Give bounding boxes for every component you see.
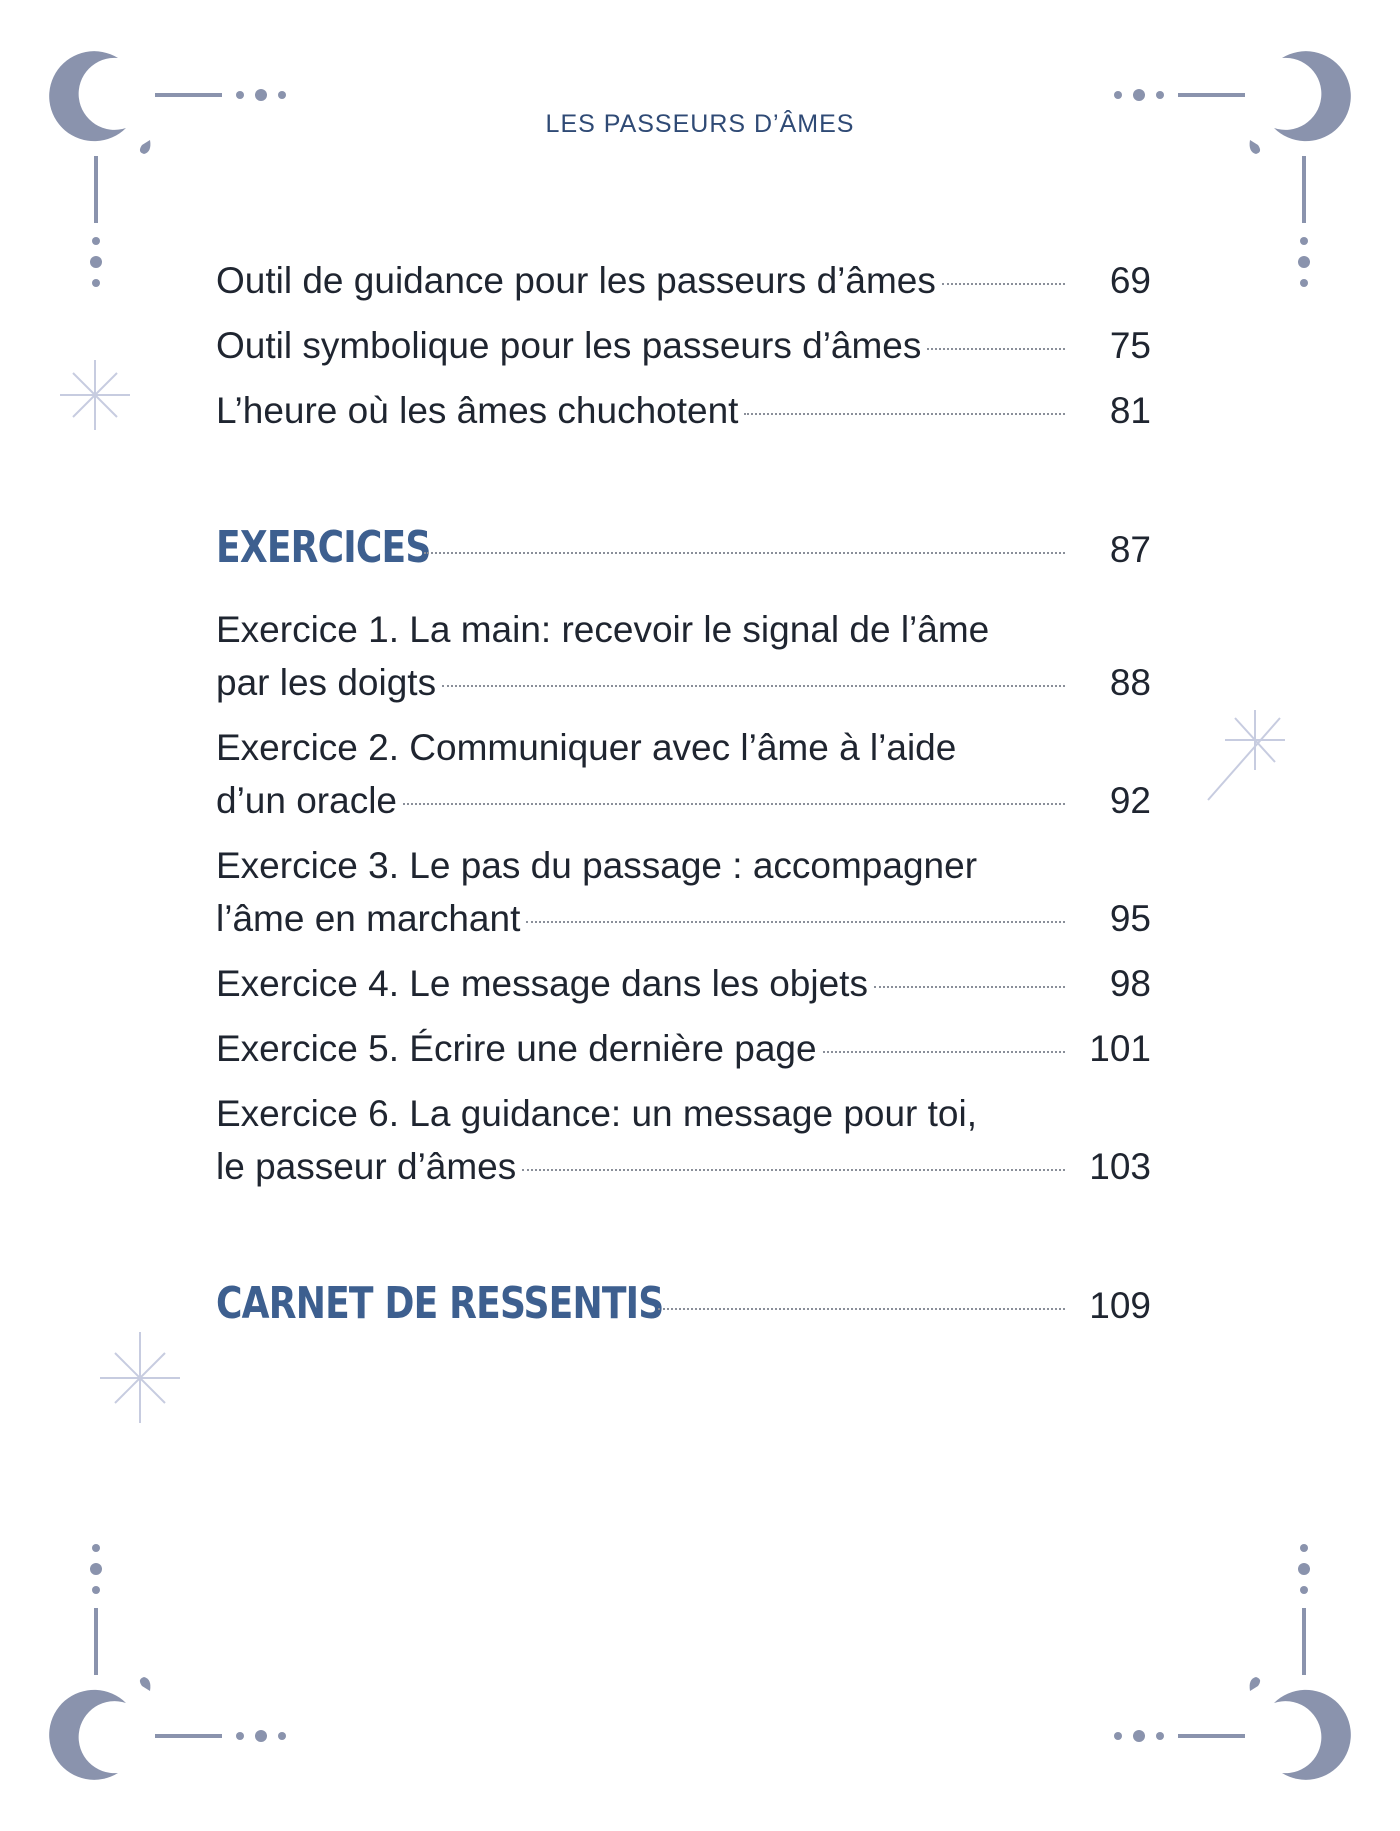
- dot-leader: [442, 685, 1065, 687]
- drop-icon: [140, 1677, 150, 1691]
- dot-leader: [942, 283, 1065, 285]
- drop-icon: [1250, 1677, 1260, 1691]
- toc-page-number: 98: [1109, 963, 1151, 1004]
- toc-page-number: 81: [1109, 390, 1151, 431]
- dot-leader: [658, 1308, 1065, 1310]
- toc-page-number: 103: [1089, 1146, 1151, 1187]
- toc-section-exercices[interactable]: [216, 521, 1151, 576]
- toc-page-number: 69: [1109, 260, 1151, 301]
- toc-entry-title-line1: Exercice 3. Le pas du passage : accompagner: [216, 845, 978, 886]
- toc-entry-exercise-5[interactable]: [216, 1022, 1151, 1075]
- toc-page-number: 92: [1109, 780, 1151, 821]
- toc-page-number: 109: [1089, 1285, 1151, 1326]
- toc-entry-title: Outil de guidance pour les passeurs d’âmes: [216, 260, 936, 301]
- toc-entry-title-line1: Exercice 6. La guidance: un message pour toi,: [216, 1093, 978, 1134]
- toc-page-number: 75: [1109, 325, 1151, 366]
- sparkle-star-icon: [55, 355, 135, 435]
- toc-page-number: 87: [1109, 529, 1151, 570]
- toc-entry-title-line2: par les doigts: [216, 662, 437, 703]
- toc-entry-title-line2: d’un oracle: [216, 780, 398, 821]
- toc-entry-title: Exercice 5. Écrire une dernière page: [216, 1028, 817, 1069]
- toc-page-number: 88: [1109, 662, 1151, 703]
- toc-entry-exercise-3[interactable]: [216, 839, 1151, 945]
- toc-entry-title: Exercice 4. Le message dans les objets: [216, 963, 868, 1004]
- toc-page-number: 95: [1109, 898, 1151, 939]
- dot-leader: [874, 986, 1065, 988]
- toc-entry-exercise-1[interactable]: [216, 603, 1151, 709]
- toc-entry-title-line2: le passeur d’âmes: [216, 1146, 517, 1187]
- toc-entry-title-line1: Exercice 1. La main: recevoir le signal de l’âme: [216, 609, 990, 650]
- toc-entry-title-line1: Exercice 2. Communiquer avec l’âme à l’aide: [216, 727, 957, 768]
- sparkle-star-icon: [95, 1330, 185, 1425]
- toc-entry-title: L’heure où les âmes chuchotent: [216, 390, 739, 431]
- toc-page-number: 101: [1089, 1028, 1151, 1069]
- section-heading: CARNET DE RESSENTIS: [216, 1278, 664, 1329]
- toc-entry-exercise-4[interactable]: [216, 957, 1151, 1010]
- corner-ornament-bottom-right: [1100, 1531, 1400, 1831]
- dot-leader: [927, 348, 1065, 350]
- crescent-moon-icon: [49, 1690, 126, 1780]
- dot-leader: [526, 921, 1065, 923]
- running-title: LES PASSEURS D’ÂMES: [545, 110, 855, 138]
- toc-entry[interactable]: [216, 319, 1151, 372]
- toc-entry-exercise-2[interactable]: [216, 721, 1151, 827]
- corner-ornament-bottom-left: [0, 1531, 300, 1831]
- toc-entry-exercise-6[interactable]: [216, 1087, 1151, 1193]
- dot-leader: [424, 552, 1065, 554]
- toc-entry[interactable]: [216, 254, 1151, 307]
- dot-leader: [403, 803, 1065, 805]
- sparkle-star-icon: [1200, 700, 1310, 810]
- toc-entry-title: Outil symbolique pour les passeurs d’âmes: [216, 325, 922, 366]
- toc-entry[interactable]: [216, 384, 1151, 437]
- drop-icon: [1250, 140, 1260, 154]
- dot-leader: [522, 1169, 1065, 1171]
- toc-section-carnet[interactable]: [216, 1277, 1151, 1332]
- toc-entry-title-line2: l’âme en marchant: [216, 898, 521, 939]
- dot-leader: [823, 1051, 1065, 1053]
- section-heading: EXERCICES: [216, 522, 431, 573]
- dot-leader: [744, 413, 1065, 415]
- crescent-moon-icon: [1274, 1690, 1351, 1780]
- drop-icon: [140, 140, 150, 154]
